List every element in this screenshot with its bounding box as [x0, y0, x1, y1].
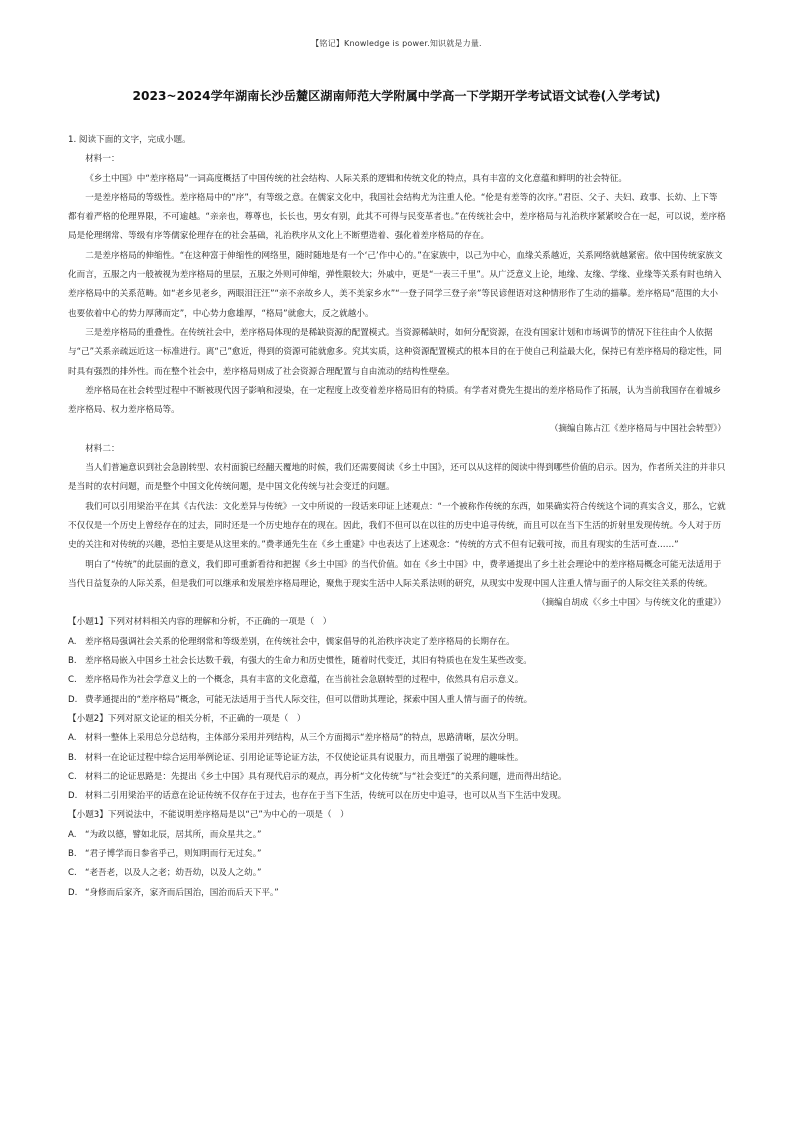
material-2-label: 材料二： [85, 443, 120, 454]
option-text: 差序格局嵌入中国乡土社会长达数千载，有强大的生命力和历史惯性，随着时代变迁，其旧有特质也在发生某些改变。 [85, 656, 532, 667]
option-letter: B. [68, 752, 77, 763]
material-1-label: 材料一： [85, 154, 120, 165]
material-2-paragraph: 当人们普遍意识到社会急剧转型、农村面貌已经翻天覆地的时候，我们还需要阅读《乡土中国》，还可以从这样的阅读中得到哪些价值的启示。因为，作者所关注的并非只是当时的农村问题，而是整个中国文化传统问题，是中国文化传统与社会变迁的问题。 [68, 463, 726, 493]
document-title: 2023~2024学年湖南长沙岳麓区湖南师范大学附属中学高一下学期开学考试语文试卷(入学考试) [132, 89, 661, 103]
material-2-paragraph: 明白了“传统”的此层面的意义，我们即可重新看待和把握《乡土中国》的当代价值。如在《乡土中国》中，费孝通提出了乡土社会理论中的差序格局概念可能无法适用于当代日益复杂的人际关系，但是我们可以继承和发展差序格局理论，聚焦于现实生活中人际关系法则的研究，从现实中发现中国人注重人情与面子的人际交往关系的传统。 [68, 559, 722, 589]
material-1-paragraph: 三是差序格局的重叠性。在传统社会中，差序格局体现的是稀缺资源的配置模式。当资源稀缺时，如何分配资源，在没有国家计划和市场调节的情况下往往由个人依据与“己”关系亲疏远近这一标准进行。离“己”愈近，得到的资源可能就愈多。究其实质，这种资源配置模式的根本目的在于使自己利益最大化，保持已有差序格局的稳定性，同时具有强烈的排外性。而在整个社会中，差序格局则成了社会资源合理配置与自由流动的结构性壁垒。 [68, 327, 722, 377]
question-1-option-c [68, 671, 726, 690]
option-text: 材料二引用梁治平的话意在论证传统不仅存在于过去，也存在于当下生活，传统可以在历史中追寻，也可以从当下生活中发现。 [85, 791, 567, 802]
option-text: “君子博学而日参省乎己，则知明而行无过矣。” [85, 848, 262, 859]
option-text: 费孝通提出的“差序格局”概念，可能无法适用于当代人际交往，但可以借助其理论，探索中国人重人情与面子的传统。 [85, 694, 533, 705]
question-3-stem: 【小题3】下列说法中，不能说明差序格局是以“己”为中心的一项是（ ） [68, 810, 349, 821]
header-note: 【铭记】Knowledge is power.知识就是力量. [311, 39, 482, 48]
document-body [68, 131, 726, 903]
material-1-paragraph: 《乡土中国》中“差序格局”一词高度概括了中国传统的社会结构、人际关系的逻辑和传统文化的特点，具有丰富的文化意蕴和鲜明的社会特征。 [85, 173, 627, 184]
material-2-paragraph: 我们可以引用梁治平在其《古代法：文化差异与传统》一文中所说的一段话来印证上述观点：“一个被称作传统的东西，如果确实符合传统这个词的真实含义，那么，它就不仅仅是一个历史上曾经存在的过去，同时还是一个历史地存在的现在。因此，我们不但可以在以往的历史中追寻传统，而且可以在当下生活的折射里发现传统。今人对于历史的关注和对传统的兴趣，恐怕主要是从这里来的。”费孝通先生在《乡土重建》中也表达了上述观念：“传统的方式不但有记载可按，而且有现实的生活可查……” [68, 501, 726, 551]
material-1-source: （摘编自陈占江《差序格局与中国社会转型》） [549, 424, 726, 435]
material-1-paragraph: 一是差序格局的等级性。差序格局中的“序”，有等级之意。在儒家文化中，我国社会结构尤为注重人伦。“伦是有差等的次序。”君臣、父子、夫妇、政事、长幼、上下等都有着严格的伦理界限，不可逾越。“亲亲也，尊尊也，长长也，男女有别，此其不可得与民变革者也。”在传统社会中，差序格局与礼治秩序紧紧咬合在一起，可以说，差序格局是伦理纲常、等级有序等儒家伦理存在的社会基础，礼治秩序从文化上不断塑造着、强化着差序格局的存在。 [68, 192, 726, 242]
question-1-option-b [68, 652, 726, 671]
option-letter: A. [68, 829, 77, 840]
question-1-stem: 【小题1】下列对材料相关内容的理解和分析，不正确的一项是（ ） [68, 617, 332, 628]
material-1-paragraph: 差序格局在社会转型过程中不断被现代因子影响和浸染，在一定程度上改变着差序格局旧有的特质。有学者对费先生提出的差序格局作了拓展，认为当前我国存在着城乡差序格局、权力差序格局等。 [68, 385, 722, 416]
question-3-option-d [68, 884, 726, 903]
option-text: “老吾老，以及人之老；幼吾幼，以及人之幼。” [85, 868, 262, 879]
option-text: “身修而后家齐，家齐而后国治，国治而后天下平。” [85, 887, 279, 898]
option-letter: D. [68, 791, 78, 802]
option-letter: D. [68, 694, 78, 705]
option-letter: C. [68, 675, 77, 686]
option-text: “为政以德，譬如北辰，居其所，而众星共之。” [85, 829, 262, 840]
option-text: 材料一整体上采用总分总结构，主体部分采用并列结构，从三个方面揭示“差序格局”的特点，思路清晰，层次分明。 [85, 733, 524, 744]
question-3-option-a [68, 826, 726, 845]
option-text: 差序格局强调社会关系的伦理纲常和等级差别，在传统社会中，儒家倡导的礼治秩序决定了差序格局的长期存在。 [85, 636, 515, 647]
material-1-paragraph: 二是差序格局的伸缩性。“在这种富于伸缩性的网络里，随时随地是有一个‘己’作中心的。”在家族中，以己为中心，血缘关系越近，关系网络就越紧密。依中国传统家族文化而言，五服之内一般被视为差序格局的里层，五服之外则可伸缩，弹性限较大；外戚中，更是“一表三千里”。从广泛意义上论，地缘、友缘、学缘、业缘等关系有时也纳入差序格局中的关系范畴。如“老乡见老乡，两眼泪汪汪”“亲不亲故乡人，美不美家乡水”“一登子同学三登子亲”等民谚俚语对这种情形作了生动的描摹。差序格局“范围的大小也要依着中心的势力厚薄而定”，中心势力愈雄厚，“格局”就愈大，反之就越小。 [68, 250, 723, 319]
option-text: 材料一在论证过程中综合运用举例论证、引用论证等论证方法，不仅使论证具有说服力，而且增强了说理的趣味性。 [85, 752, 524, 763]
question-2-option-c [68, 768, 726, 787]
question-2-option-b [68, 749, 726, 768]
option-letter: C. [68, 771, 77, 782]
option-text: 差序格局作为社会学意义上的一个概念，具有丰富的文化意蕴，在当前社会急剧转型的过程中，依然具有启示意义。 [85, 675, 524, 686]
question-3-option-c [68, 864, 726, 883]
question-1-option-d [68, 691, 726, 710]
option-letter: A. [68, 636, 77, 647]
option-letter: D. [68, 887, 78, 898]
question-3-option-b [68, 845, 726, 864]
question-2-option-d [68, 787, 726, 806]
option-letter: C. [68, 868, 77, 879]
question-2-stem: 【小题2】下列对原文论证的相关分析，不正确的一项是（ ） [68, 713, 306, 724]
question-intro: 1. 阅读下面的文字，完成小题。 [68, 135, 191, 145]
question-1-option-a [68, 633, 726, 652]
option-text: 材料二的论证思路是：先提出《乡土中国》具有现代启示的观点，再分析“文化传统”与“社会变迁”的关系问题，进而得出结论。 [85, 771, 567, 782]
option-letter: B. [68, 848, 77, 859]
option-letter: A. [68, 733, 77, 744]
material-2-source: （摘编自胡成《〈乡土中国〉与传统文化的重建》） [536, 598, 726, 609]
question-2-option-a [68, 729, 726, 748]
option-letter: B. [68, 656, 77, 667]
